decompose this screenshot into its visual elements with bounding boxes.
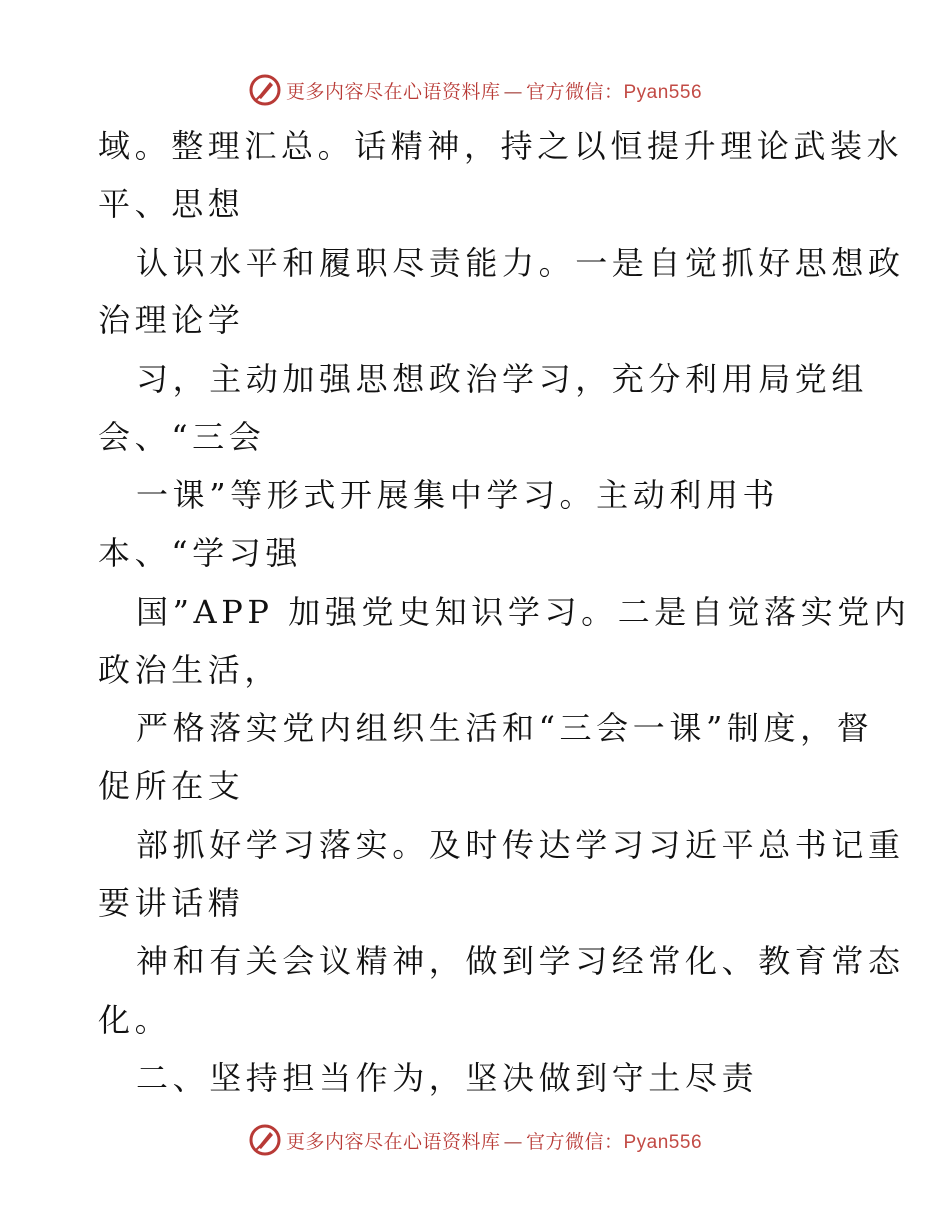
footer-watermark (0, 1120, 950, 1160)
text-line: 严格落实党内组织生活和“三会一课”制度，督 (136, 709, 874, 747)
text-line: 域。整理汇总。话精神，持之以恒提升理论武装水 (98, 127, 904, 165)
text-line: 会、“三会 (98, 418, 266, 456)
watermark-text: 更多内容尽在心语资料库 — 官方微信：Pyan556 (285, 80, 703, 103)
watermark-text: 更多内容尽在心语资料库 — 官方微信：Pyan556 (285, 1130, 703, 1153)
text-line: 治理论学 (98, 301, 245, 339)
text-line: 部抓好学习落实。及时传达学习习近平总书记重 (136, 826, 905, 864)
text-line: 促所在支 (98, 767, 245, 805)
text-line: 政治生活， (98, 651, 282, 689)
text-line: 一课”等形式开展集中学习。主动利用书 (136, 476, 780, 514)
text-line: 习，主动加强思想政治学习，充分利用局党组 (136, 360, 869, 398)
text-line: 认识水平和履职尽责能力。一是自觉抓好思想政 (136, 244, 905, 282)
text-line: 平、思想 (98, 185, 245, 223)
text-line: 要讲话精 (98, 884, 245, 922)
text-line: 本、“学习强 (98, 534, 302, 572)
text-line: 化。 (98, 1001, 172, 1039)
text-line: 国”APP 加强党史知识学习。二是自觉落实党内 (136, 593, 911, 631)
text-line: 神和有关会议精神，做到学习经常化、教育常态 (136, 942, 905, 980)
section-heading: 二、坚持担当作为，坚决做到守土尽责 (136, 1059, 759, 1097)
quill-circle-icon (248, 1123, 282, 1157)
